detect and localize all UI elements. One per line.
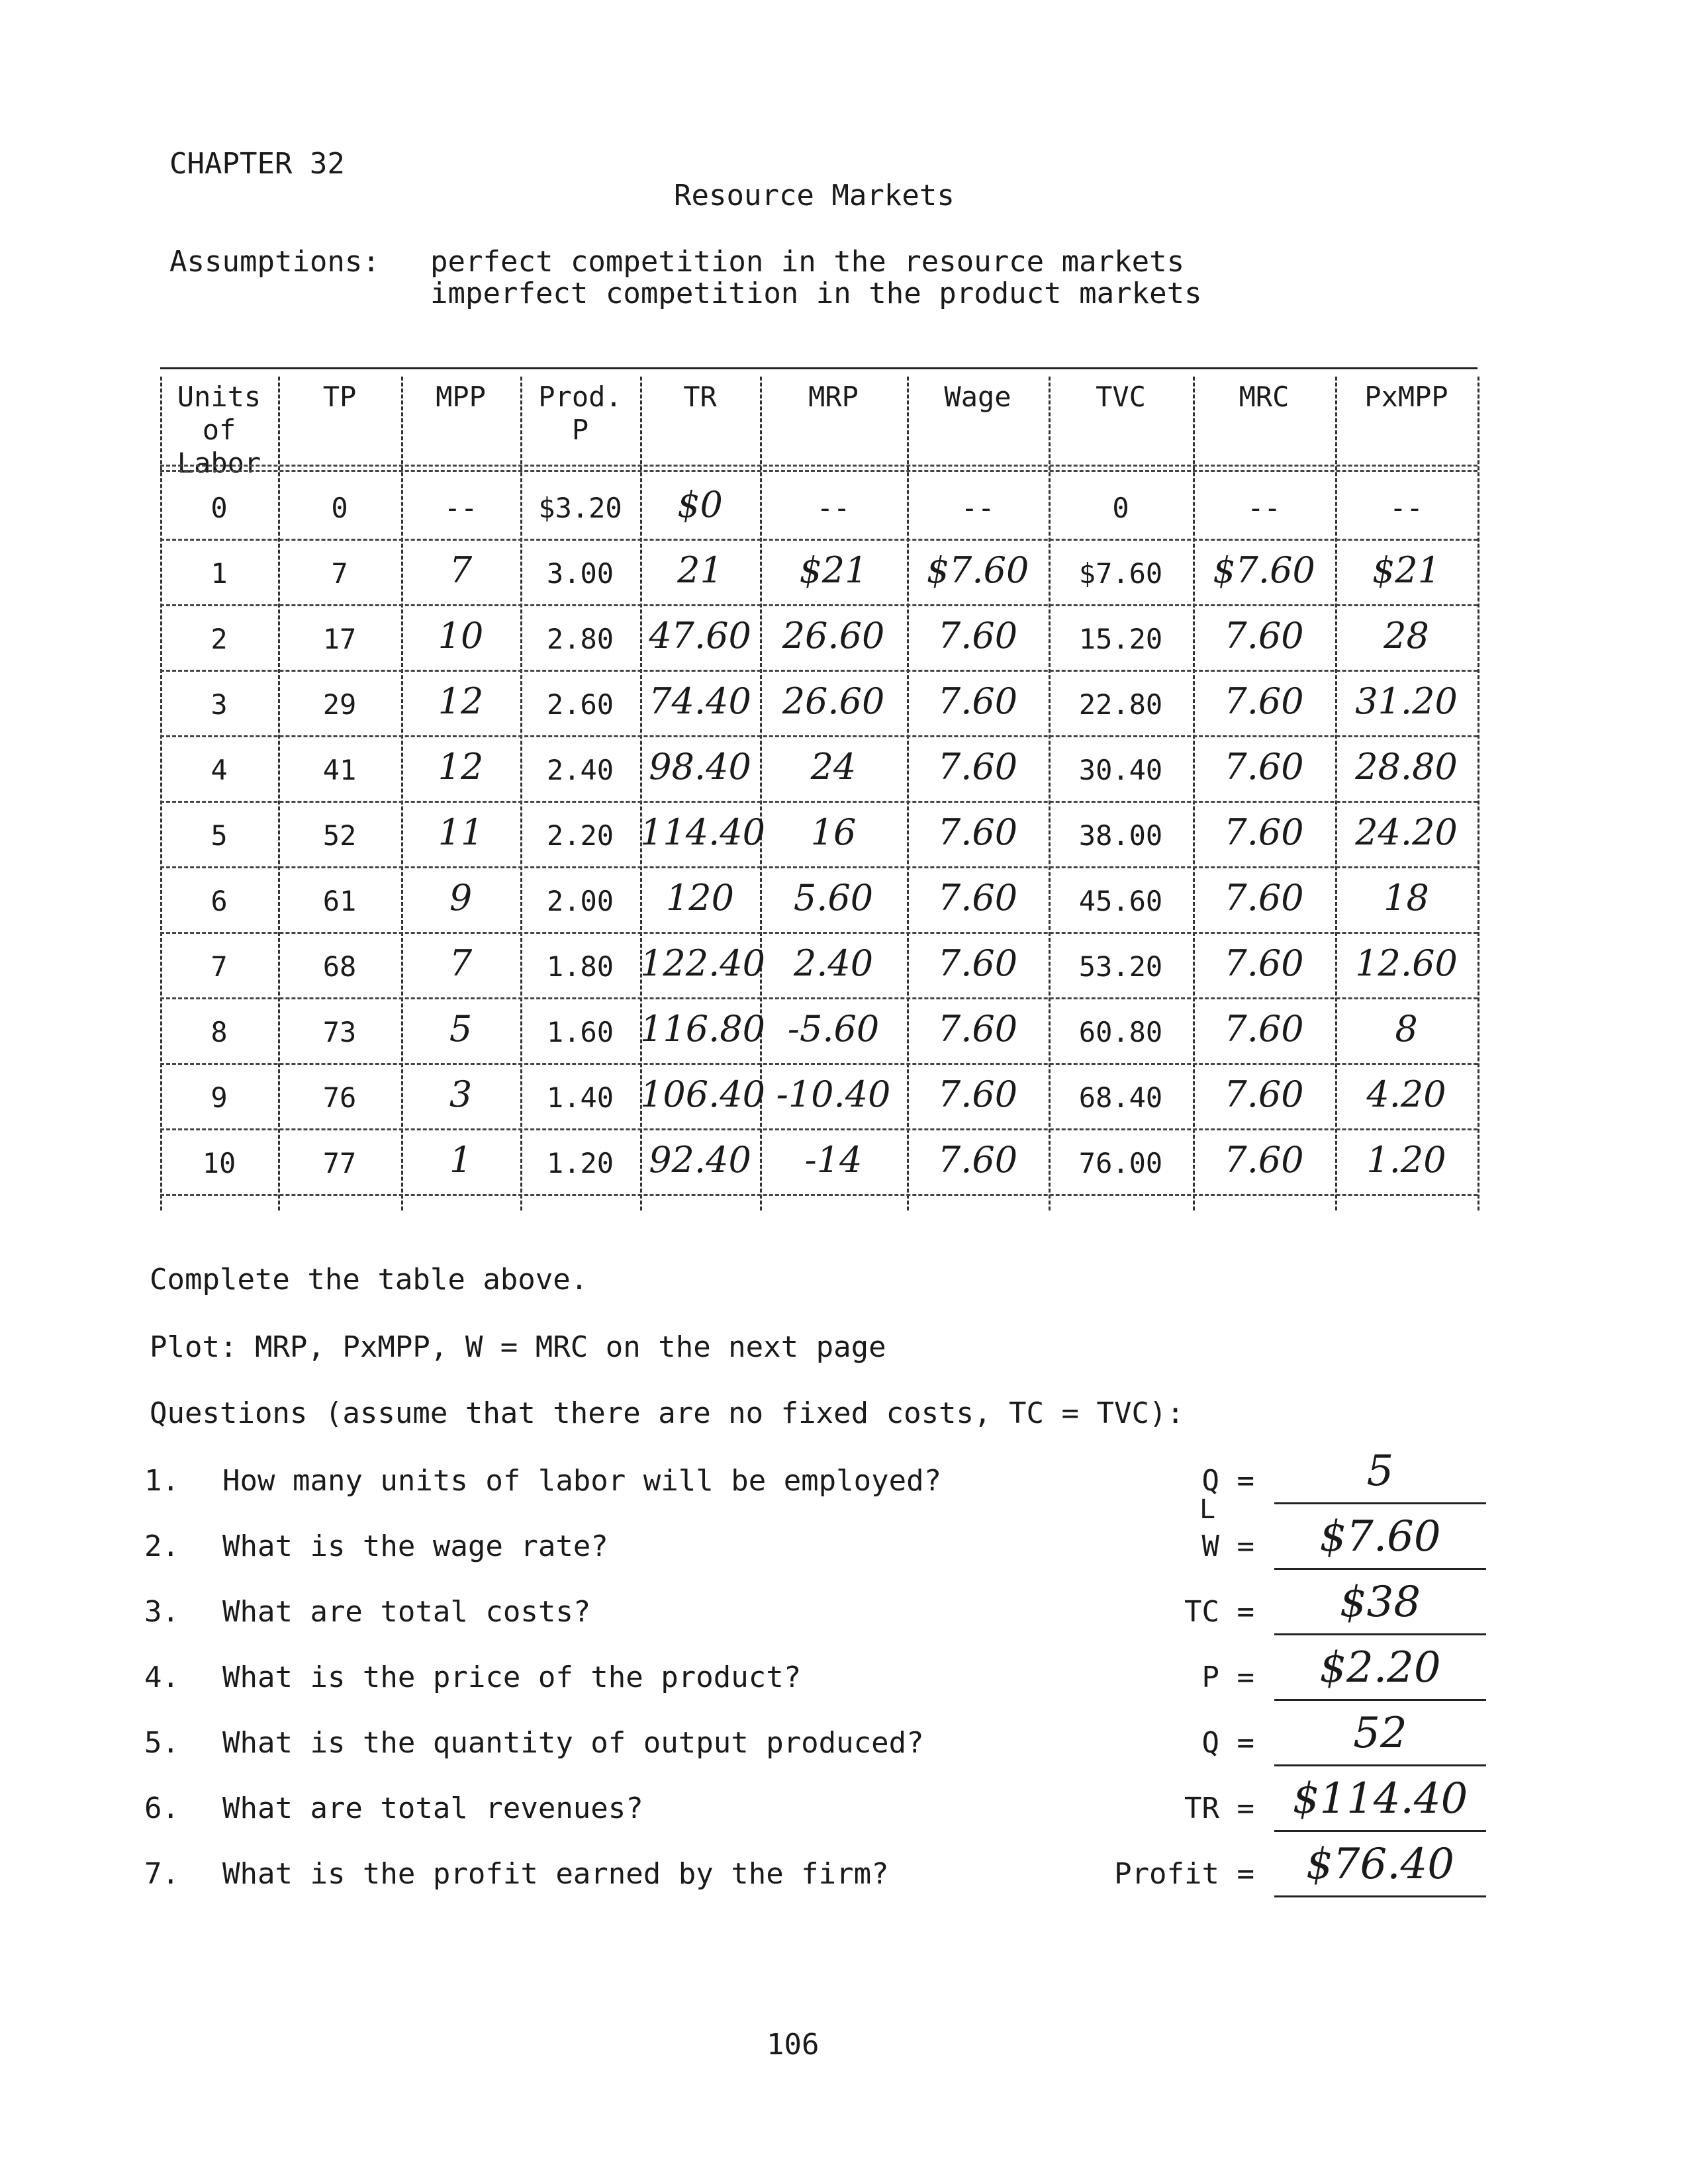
cell-tr: 74.40 (649, 680, 751, 722)
cell-mpp: 3 (449, 1073, 473, 1115)
cell-tr: 120 (665, 877, 735, 919)
cell-tr: $0 (677, 484, 723, 525)
cell-mpp: 7 (449, 549, 473, 591)
page-number: 106 (767, 2028, 820, 2062)
cell-wage: $7.60 (926, 549, 1029, 591)
cell-mpp: 9 (449, 877, 473, 919)
cell-mrp: -14 (804, 1139, 863, 1181)
row-rule (160, 1128, 1477, 1130)
cell-wage: 7.60 (937, 811, 1018, 853)
cell-pxmpp: 24.20 (1355, 811, 1458, 853)
cell-mpp: 12 (438, 680, 484, 722)
cell-units: 7 (211, 950, 228, 983)
row-rule (160, 866, 1477, 868)
cell-mrc: -- (1247, 492, 1281, 524)
cell-mrc: 7.60 (1224, 1139, 1304, 1181)
cell-prod-p: 1.40 (546, 1081, 614, 1114)
answer-line (1274, 1699, 1486, 1701)
row-rule (160, 604, 1477, 606)
cell-mpp: -- (444, 492, 478, 524)
cell-prod-p: 1.20 (546, 1147, 614, 1179)
resource-table (160, 367, 1477, 1210)
row-rule (160, 932, 1477, 934)
cell-mrp: 2.40 (793, 942, 874, 984)
cell-mrc: 7.60 (1224, 746, 1304, 788)
cell-tp: 41 (322, 754, 357, 786)
cell-wage: 7.60 (937, 615, 1018, 657)
column-header-prod-p: Prod. P (538, 381, 622, 446)
cell-wage: 7.60 (937, 746, 1018, 788)
cell-prod-p: 2.80 (546, 623, 614, 655)
handwritten-answer: $2.20 (1319, 1643, 1441, 1692)
cell-mrc: 7.60 (1224, 942, 1304, 984)
cell-tr: 21 (677, 549, 723, 591)
handwritten-answer: $7.60 (1319, 1512, 1441, 1561)
column-header-mrc: MRC (1239, 381, 1289, 413)
cell-tp: 61 (322, 885, 357, 917)
cell-pxmpp: 28.80 (1355, 746, 1458, 788)
cell-wage: 7.60 (937, 942, 1018, 984)
cell-pxmpp: 28 (1383, 615, 1429, 657)
cell-tvc: 22.80 (1078, 688, 1163, 721)
cell-mrp: 26.60 (782, 615, 885, 657)
cell-wage: 7.60 (937, 1073, 1018, 1115)
question-text: What is the price of the product? (222, 1661, 802, 1694)
assumption-1: perfect competition in the resource markets (430, 245, 1185, 279)
cell-tr: 106.40 (640, 1073, 765, 1115)
cell-tp: 76 (322, 1081, 357, 1114)
question-text: What are total costs? (222, 1595, 591, 1629)
cell-tp: 73 (322, 1016, 357, 1048)
column-header-tp: TP (322, 381, 357, 413)
column-divider (1477, 377, 1479, 1210)
cell-units: 5 (211, 819, 228, 852)
cell-pxmpp: -- (1389, 492, 1423, 524)
cell-mrc: 7.60 (1224, 811, 1304, 853)
cell-mpp: 12 (438, 746, 484, 788)
cell-tvc: $7.60 (1078, 557, 1163, 590)
question-number: 4. (144, 1661, 179, 1694)
cell-tr: 114.40 (640, 811, 765, 853)
row-rule (160, 735, 1477, 737)
answer-line (1274, 1764, 1486, 1766)
cell-wage: 7.60 (937, 680, 1018, 722)
cell-prod-p: 3.00 (546, 557, 614, 590)
cell-wage: 7.60 (937, 877, 1018, 919)
row-rule (160, 670, 1477, 672)
column-header-tvc: TVC (1096, 381, 1146, 413)
table-top-rule (160, 367, 1477, 369)
header-rule (160, 465, 1477, 467)
q1-subscript: L (1199, 1494, 1216, 1525)
cell-tr: 47.60 (649, 615, 751, 657)
cell-mrp: 26.60 (782, 680, 885, 722)
cell-wage: 7.60 (937, 1139, 1018, 1181)
cell-pxmpp: 12.60 (1355, 942, 1458, 984)
cell-tp: 29 (322, 688, 357, 721)
cell-mrp: 24 (810, 746, 857, 788)
cell-pxmpp: 4.20 (1366, 1073, 1446, 1115)
column-header-wage: Wage (944, 381, 1011, 413)
cell-tvc: 76.00 (1078, 1147, 1163, 1179)
cell-prod-p: 1.60 (546, 1016, 614, 1048)
cell-mrp: -10.40 (776, 1073, 891, 1115)
answer-label: P = (1201, 1661, 1254, 1694)
cell-tvc: 30.40 (1078, 754, 1163, 786)
question-number: 5. (144, 1726, 179, 1760)
row-rule (160, 1063, 1477, 1065)
cell-tp: 52 (322, 819, 357, 852)
cell-mrp: -5.60 (787, 1008, 880, 1050)
question-number: 3. (144, 1595, 179, 1629)
cell-mrp: 16 (810, 811, 857, 853)
header-rule (160, 470, 1477, 472)
cell-mpp: 7 (449, 942, 473, 984)
instruction-plot: Plot: MRP, PxMPP, W = MRC on the next page (150, 1330, 886, 1364)
column-header-pxmpp: PxMPP (1364, 381, 1448, 413)
cell-units: 2 (211, 623, 228, 655)
cell-units: 8 (211, 1016, 228, 1048)
question-text: How many units of labor will be employed? (222, 1464, 942, 1498)
cell-tvc: 15.20 (1078, 623, 1163, 655)
cell-mrp: -- (816, 492, 851, 524)
cell-tvc: 45.60 (1078, 885, 1163, 917)
cell-pxmpp: 8 (1395, 1008, 1418, 1050)
cell-tvc: 38.00 (1078, 819, 1163, 852)
cell-tr: 122.40 (640, 942, 765, 984)
cell-mrc: 7.60 (1224, 615, 1304, 657)
cell-prod-p: 2.40 (546, 754, 614, 786)
question-number: 6. (144, 1792, 179, 1825)
cell-prod-p: 2.20 (546, 819, 614, 852)
cell-units: 3 (211, 688, 228, 721)
cell-pxmpp: 18 (1383, 877, 1429, 919)
cell-pxmpp: 1.20 (1366, 1139, 1446, 1181)
cell-mpp: 11 (438, 811, 484, 853)
answer-label: Profit = (1114, 1857, 1254, 1891)
handwritten-answer: $38 (1339, 1578, 1421, 1627)
question-text: What is the quantity of output produced? (222, 1726, 924, 1760)
answer-line (1274, 1633, 1486, 1635)
cell-wage: 7.60 (937, 1008, 1018, 1050)
row-rule (160, 801, 1477, 803)
cell-pxmpp: $21 (1372, 549, 1441, 591)
cell-tvc: 60.80 (1078, 1016, 1163, 1048)
column-header-units: Units of Labor (177, 381, 261, 479)
handwritten-answer: $76.40 (1306, 1840, 1454, 1889)
cell-tp: 17 (322, 623, 357, 655)
answer-label: Q = (1201, 1726, 1254, 1760)
cell-units: 9 (211, 1081, 228, 1114)
column-header-mpp: MPP (436, 381, 486, 413)
cell-units: 4 (211, 754, 228, 786)
row-rule (160, 539, 1477, 541)
answer-label: W = (1201, 1529, 1254, 1563)
cell-tvc: 53.20 (1078, 950, 1163, 983)
handwritten-answer: $114.40 (1292, 1774, 1468, 1823)
question-number: 7. (144, 1857, 179, 1891)
cell-units: 6 (211, 885, 228, 917)
cell-units: 1 (211, 557, 228, 590)
cell-prod-p: 2.00 (546, 885, 614, 917)
cell-mrc: $7.60 (1213, 549, 1315, 591)
answer-label: Q = (1201, 1464, 1254, 1498)
answer-line (1274, 1568, 1486, 1570)
chapter-label: CHAPTER 32 (169, 147, 345, 181)
cell-tvc: 68.40 (1078, 1081, 1163, 1114)
cell-units: 10 (202, 1147, 236, 1179)
cell-prod-p: $3.20 (538, 492, 622, 524)
cell-mrc: 7.60 (1224, 877, 1304, 919)
cell-mrc: 7.60 (1224, 1073, 1304, 1115)
answer-label: TC = (1184, 1595, 1254, 1629)
question-text: What is the wage rate? (222, 1529, 608, 1563)
cell-mpp: 5 (449, 1008, 473, 1050)
cell-units: 0 (211, 492, 228, 524)
column-header-tr: TR (683, 381, 717, 413)
cell-mrp: 5.60 (793, 877, 874, 919)
column-header-mrp: MRP (808, 381, 859, 413)
questions-intro: Questions (assume that there are no fixed costs, TC = TVC): (150, 1396, 1184, 1430)
cell-tp: 68 (322, 950, 357, 983)
page-title: Resource Markets (674, 179, 955, 212)
cell-pxmpp: 31.20 (1355, 680, 1458, 722)
instruction-complete: Complete the table above. (150, 1263, 588, 1297)
cell-mpp: 10 (438, 615, 484, 657)
cell-tr: 116.80 (640, 1008, 765, 1050)
cell-prod-p: 1.80 (546, 950, 614, 983)
cell-wage: -- (961, 492, 995, 524)
cell-tp: 77 (322, 1147, 357, 1179)
answer-line (1274, 1502, 1486, 1504)
assumption-2: imperfect competition in the product markets (430, 277, 1202, 310)
cell-mrc: 7.60 (1224, 680, 1304, 722)
assumptions-label: Assumptions: (169, 245, 380, 279)
cell-prod-p: 2.60 (546, 688, 614, 721)
question-number: 2. (144, 1529, 179, 1563)
handwritten-answer: 52 (1353, 1709, 1407, 1758)
question-text: What is the profit earned by the firm? (222, 1857, 889, 1891)
answer-line (1274, 1830, 1486, 1832)
cell-mpp: 1 (449, 1139, 473, 1181)
question-number: 1. (144, 1464, 179, 1498)
handwritten-answer: 5 (1366, 1447, 1394, 1496)
answer-label: TR = (1184, 1792, 1254, 1825)
row-rule (160, 1194, 1477, 1196)
cell-tp: 7 (331, 557, 348, 590)
cell-tr: 92.40 (649, 1139, 751, 1181)
cell-mrc: 7.60 (1224, 1008, 1304, 1050)
cell-tr: 98.40 (649, 746, 751, 788)
row-rule (160, 997, 1477, 999)
answer-line (1274, 1895, 1486, 1897)
cell-tvc: 0 (1112, 492, 1129, 524)
cell-tp: 0 (331, 492, 348, 524)
cell-mrp: $21 (799, 549, 868, 591)
question-text: What are total revenues? (222, 1792, 643, 1825)
